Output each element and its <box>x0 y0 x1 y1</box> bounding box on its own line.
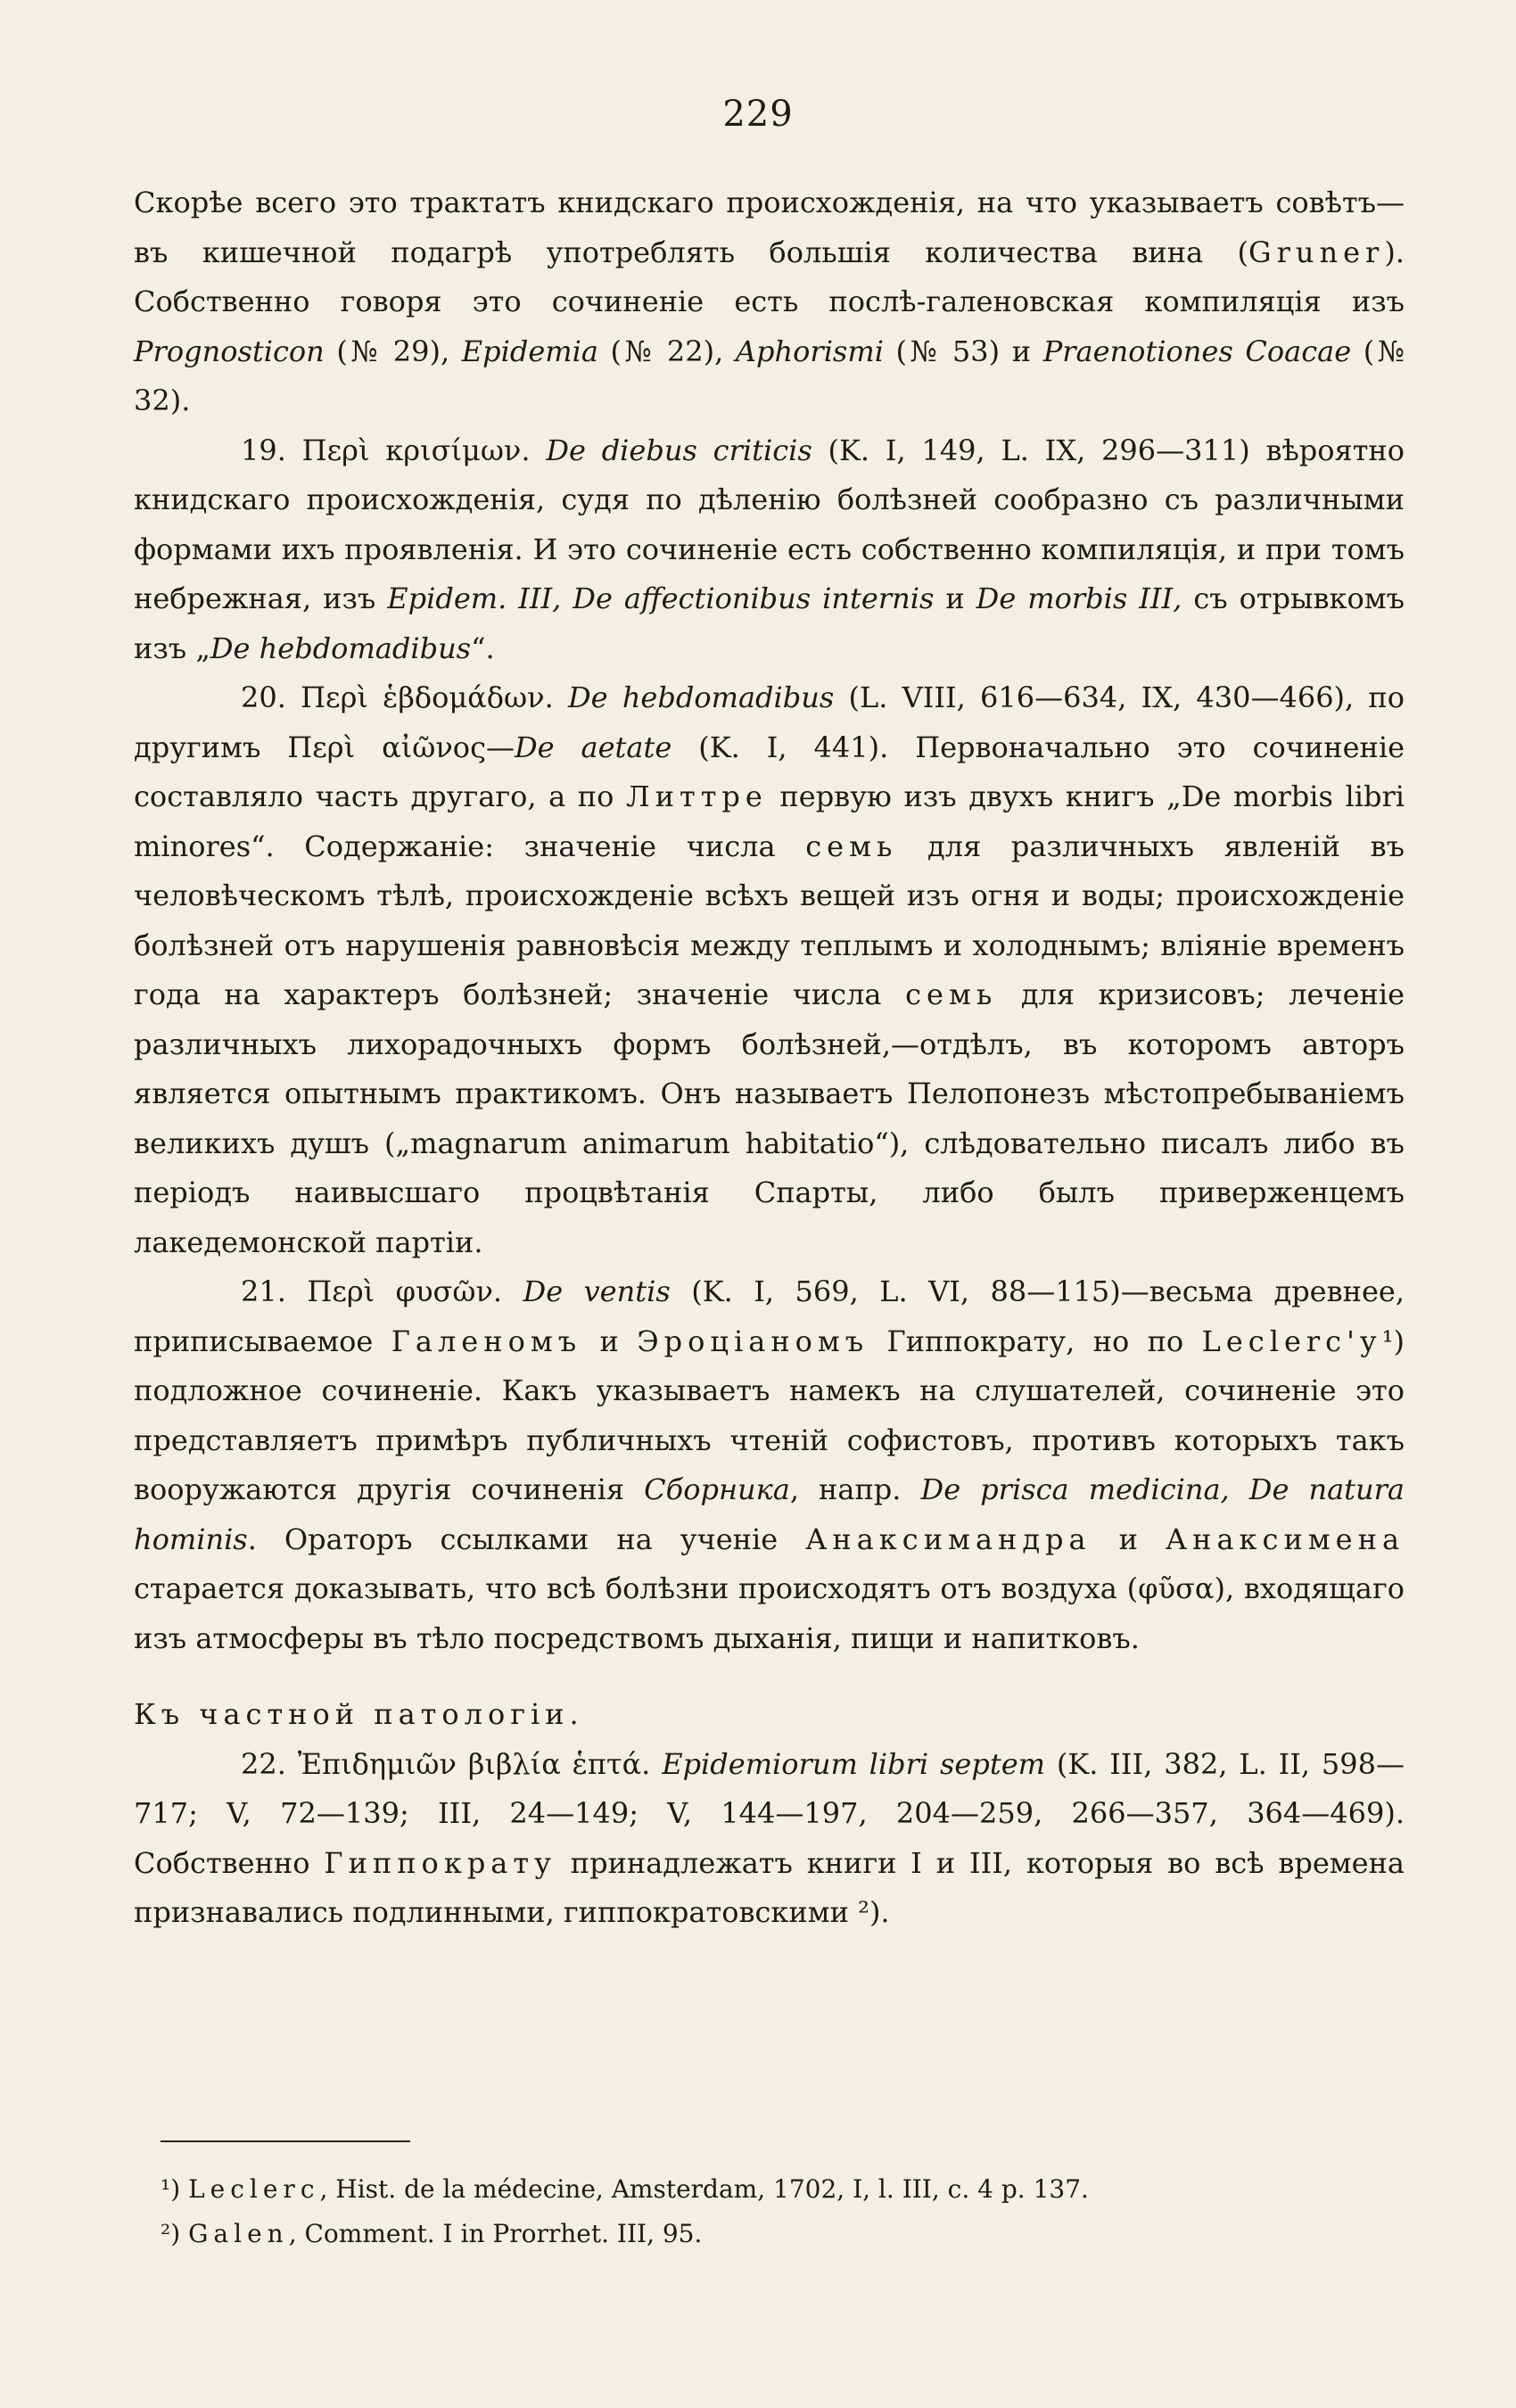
italic-title-text: De diebus criticis <box>546 433 812 467</box>
italic-title-text: Praenotiones Coacae <box>1042 334 1352 368</box>
footnote-1 <box>161 2167 1409 2212</box>
body-text: съ отрывкомъ изъ „ <box>134 581 1405 665</box>
italic-title-text: Epidemia <box>461 334 598 368</box>
spaced-name-text: Анаксимена <box>1165 1521 1405 1556</box>
page-number: 229 <box>722 94 794 135</box>
body-text: 22. Ἐπιδημιῶν βιβλία ἑπτά. <box>241 1746 663 1781</box>
body-text: (№ 22), <box>597 334 736 368</box>
body-text: (№ 32). <box>134 334 1405 417</box>
body-text: , напр. <box>789 1472 921 1506</box>
paragraph-continuation <box>134 178 1405 426</box>
body-text: 21. Περὶ φυσῶν. <box>241 1274 523 1308</box>
italic-title-text: De ventis <box>523 1274 671 1308</box>
footnotes <box>161 2140 1409 2256</box>
body-text: (K. III, 382, L. II, 598—717; V, 72—139; III, 24—149; V, 144—197, 204—259, 266—357, 364—469). Собственно <box>134 1746 1405 1880</box>
body-text: “. <box>471 631 495 665</box>
italic-title-text: De hebdomadibus <box>568 680 835 714</box>
body-text: (L. VIII, 616—634, IX, 430—466), по другимъ Περὶ αἰῶνος— <box>134 680 1405 764</box>
spaced-name-text: семь <box>805 829 898 863</box>
body-text: первую изъ двухъ книгъ „De morbis libri minores“. Содержаніе: значеніе числа <box>134 779 1405 863</box>
spaced-name-text: Гиппократу <box>324 1845 556 1880</box>
paragraph-22 <box>134 1740 1405 1938</box>
body-text: ¹) <box>161 2174 189 2204</box>
body-text: (№ 29), <box>324 334 462 368</box>
body-text: и <box>934 581 976 615</box>
spaced-name-text: Галеномъ <box>391 1324 582 1358</box>
paragraph-21 <box>134 1267 1405 1663</box>
body-text: Гиппократу, но по <box>869 1324 1202 1358</box>
body-text: ). Собственно говоря это сочиненіе есть послѣ-галеновская компиляція изъ <box>134 235 1405 318</box>
italic-title-text: Сборника <box>644 1472 790 1506</box>
italic-title-text: De morbis III, <box>976 581 1182 615</box>
paragraph-20 <box>134 673 1405 1267</box>
spaced-name-text: Galen <box>188 2219 289 2248</box>
spaced-name-text: семь <box>905 977 998 1011</box>
body-text: ¹) подложное сочиненіе. Какъ указываетъ намекъ на слушателей, сочиненіе это представляетъ примѣръ публичныхъ чтеній софистовъ, противъ которыхъ такъ вооружаются другія сочиненія <box>134 1324 1405 1506</box>
body-text: (№ 53) и <box>883 334 1043 368</box>
spaced-name-text: Эроціаномъ <box>637 1324 869 1358</box>
section-heading: Къ частной патологіи. <box>134 1697 584 1731</box>
italic-title-text: Epidemiorum libri septem <box>662 1746 1045 1781</box>
body-text: принадлежатъ книги I и III, которыя во всѣ времена признавались подлинными, гиппократовскими ²). <box>134 1845 1405 1929</box>
italic-title-text: Aphorismi <box>735 334 884 368</box>
body-text: 20. Περὶ ἑβδομάδων. <box>241 680 568 714</box>
paragraph-19 <box>134 426 1405 674</box>
italic-title-text: Prognosticon <box>134 334 325 368</box>
italic-title-text: De hebdomadibus <box>210 631 472 665</box>
body-text: , Hist. de la médecine, Amsterdam, 1702, I, l. III, c. 4 p. 137. <box>319 2174 1089 2204</box>
italic-title-text: De prisca medicina, De natura hominis <box>134 1472 1405 1556</box>
body-text: ²) <box>161 2219 189 2248</box>
spaced-name-text: Leclerc'у <box>1201 1324 1382 1358</box>
body-text: старается доказывать, что всѣ болѣзни происходятъ отъ воздуха (φῦσα), входящаго изъ атмосферы въ тѣло посредствомъ дыханія, пищи и напитковъ. <box>134 1571 1405 1655</box>
spaced-name-text: Gruner <box>1248 235 1385 269</box>
body-text: (K. I, 149, L. IX, 296—311) вѣроятно книдскаго происхожденія, судя по дѣленію болѣзней сообразно съ различными формами ихъ проявленія. И это сочиненіе есть собственно компиляція, и при томъ небрежная, изъ <box>134 433 1405 615</box>
body-text: для различныхъ явленій въ человѣческомъ тѣлѣ, происхожденіе всѣхъ вещей изъ огня и воды; происхожденіе болѣзней отъ нарушенія равновѣсія между теплымъ и холоднымъ; вліяніе временъ года на характеръ болѣзней; значеніе числа <box>134 829 1405 1011</box>
body-text: (K. I, 569, L. VI, 88—115)—весьма древнее, приписываемое <box>134 1274 1405 1358</box>
italic-title-text: De aetate <box>515 730 672 764</box>
body-text: , Comment. I in Prorrhet. III, 95. <box>288 2219 703 2248</box>
body-text: . Ораторъ ссылками на ученіе <box>247 1521 806 1556</box>
main-text <box>134 178 1405 1938</box>
body-text: и <box>1091 1521 1166 1556</box>
body-text: и <box>581 1324 638 1358</box>
italic-title-text: Epidem. III, De affectionibus internis <box>387 581 935 615</box>
footnote-2 <box>161 2212 1409 2256</box>
body-text: (K. I, 441). Первоначально это сочиненіе составляло часть другаго, а по <box>134 730 1405 813</box>
body-text: для кризисовъ; леченіе различныхъ лихорадочныхъ формъ болѣзней,—отдѣлъ, въ которомъ авторъ является опытнымъ практикомъ. Онъ называетъ Пелопонезъ мѣстопребываніемъ великихъ душъ („magnarum animarum habitatio“), слѣдовательно писалъ либо въ періодъ наивысшаго процвѣтанія Спарты, либо былъ приверженцемъ лакедемонской партіи. <box>134 977 1405 1259</box>
body-text: Скорѣе всего это трактатъ книдскаго происхожденія, на что указываетъ совѣтъ—въ кишечной подагрѣ употреблять большія количества вина ( <box>134 186 1405 269</box>
spaced-name-text: Литтре <box>625 779 768 813</box>
body-text: 19. Περὶ κρισίμων. <box>241 433 547 467</box>
spaced-name-text: Leclerc <box>188 2174 320 2204</box>
spaced-name-text: Анаксимандра <box>805 1521 1092 1556</box>
footnote-rule <box>161 2140 410 2142</box>
